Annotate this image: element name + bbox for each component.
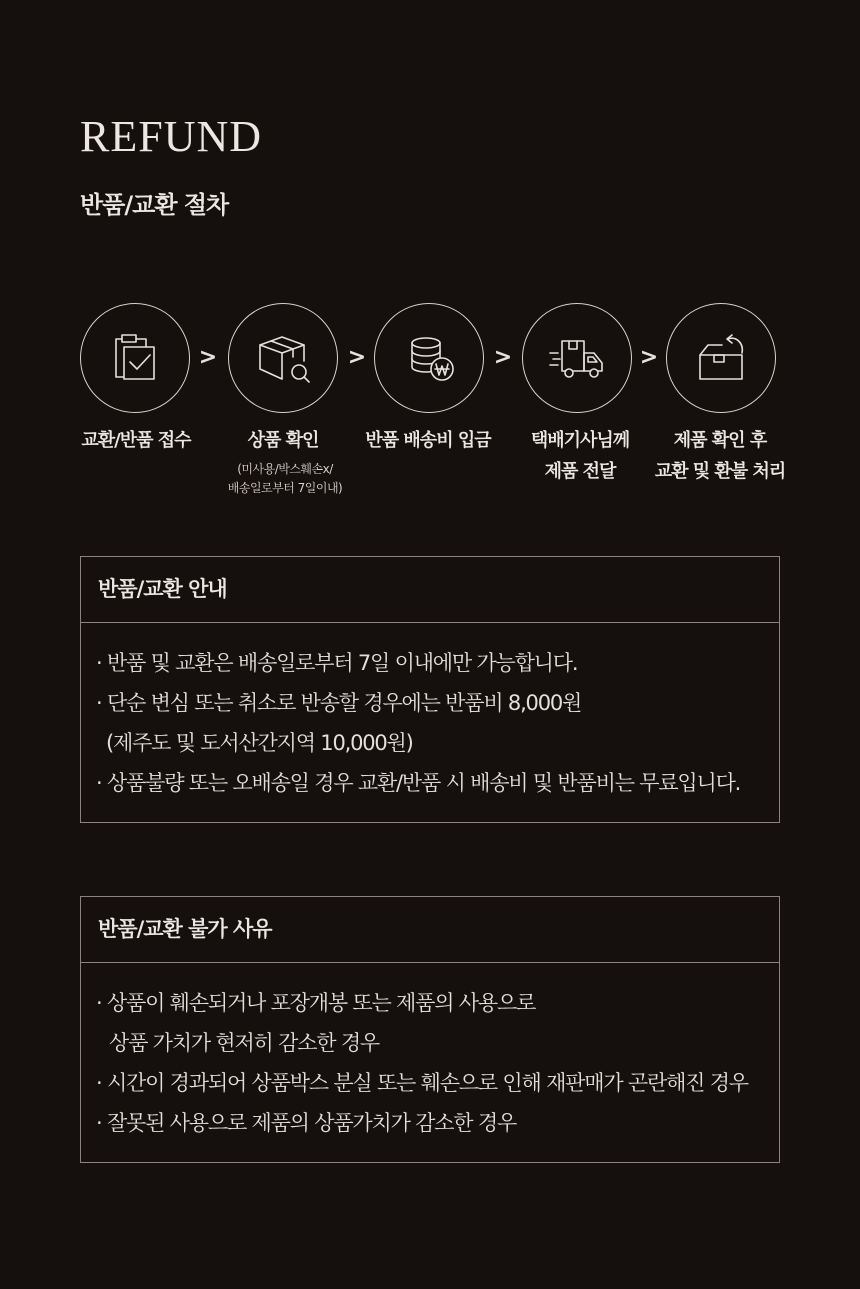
step-3-label: 반품 배송비 입금 <box>365 430 491 451</box>
guide-line-2: · 단순 변심 또는 취소로 반송할 경우에는 반품비 8,000원 <box>96 691 582 715</box>
step-2-circle <box>228 303 338 413</box>
step-arrow-4: > <box>639 345 659 370</box>
step-2-label: 상품 확인 <box>247 430 319 451</box>
step-4-label <box>505 425 655 487</box>
step-arrow-1: > <box>198 345 218 370</box>
step-1-circle <box>80 303 190 413</box>
restrictions-line-2: 상품 가치가 현저히 감소한 경우 <box>109 1031 380 1055</box>
coins-won-icon <box>400 329 460 389</box>
step-arrow-3: > <box>493 345 513 370</box>
box-search-icon <box>254 329 314 389</box>
restrictions-box <box>80 896 780 1163</box>
guide-body <box>81 623 779 803</box>
step-2-note-line-2: 배송일로부터 7일이내) <box>227 481 343 495</box>
guide-line-3: (제주도 및 도서산간지역 10,000원) <box>106 731 413 755</box>
step-2-note-line-1: (미사용/박스훼손x/ <box>237 462 333 476</box>
restrictions-heading: 반품/교환 불가 사유 <box>81 897 779 963</box>
guide-line-1: · 반품 및 교환은 배송일로부터 7일 이내에만 가능합니다. <box>96 651 578 675</box>
restrictions-line-1: · 상품이 훼손되거나 포장개봉 또는 제품의 사용으로 <box>96 991 536 1015</box>
step-1-label: 교환/반품 접수 <box>81 430 191 451</box>
step-arrow-2: > <box>347 345 367 370</box>
step-2-note <box>200 460 370 498</box>
restrictions-line-3: · 시간이 경과되어 상품박스 분실 또는 훼손으로 인해 재판매가 곤란해진 경우 <box>96 1071 748 1095</box>
delivery-truck-icon <box>548 329 608 389</box>
page-title: REFUND <box>80 112 263 161</box>
step-4-label-line-1: 택배기사님께 <box>530 430 630 451</box>
step-5-label-line-2: 교환 및 환불 처리 <box>654 461 786 482</box>
clipboard-check-icon <box>106 329 166 389</box>
step-5-label-line-1: 제품 확인 후 <box>673 430 767 451</box>
restrictions-body <box>81 963 779 1143</box>
open-box-return-icon <box>692 329 752 389</box>
guide-heading: 반품/교환 안내 <box>81 557 779 623</box>
guide-box <box>80 556 780 823</box>
step-4-label-line-2: 제품 전달 <box>544 461 616 482</box>
restrictions-line-4: · 잘못된 사용으로 제품의 상품가치가 감소한 경우 <box>96 1111 517 1135</box>
step-4-circle <box>522 303 632 413</box>
section-subtitle: 반품/교환 절차 <box>80 191 229 219</box>
step-5-circle <box>666 303 776 413</box>
step-5-label <box>644 425 796 487</box>
guide-line-4: · 상품불량 또는 오배송일 경우 교환/반품 시 배송비 및 반품비는 무료입니다. <box>96 771 741 795</box>
step-3-circle <box>374 303 484 413</box>
